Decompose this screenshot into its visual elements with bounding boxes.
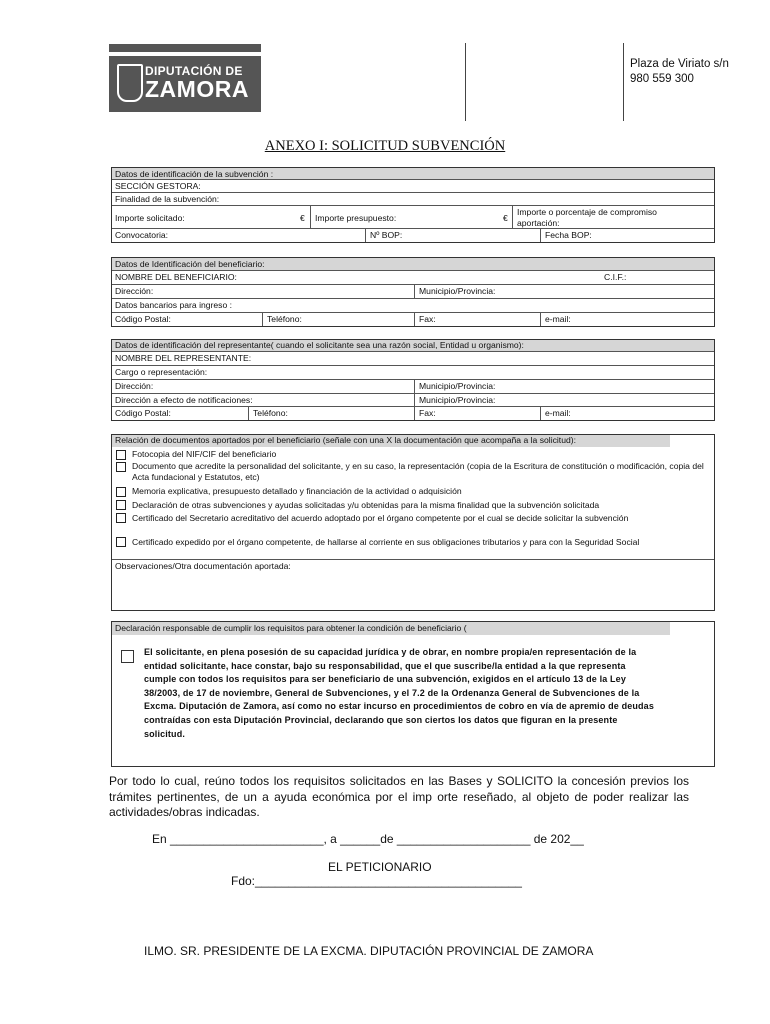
document-item: Certificado expedido por el órgano competente, de hallarse al corriente en sus obligaciones tributarios y para con la Seguridad Social <box>132 537 640 547</box>
nombre-representante-label: NOMBRE DEL REPRESENTANTE: <box>115 353 252 363</box>
document-item: Memoria explicativa, presupuesto detallado y financiación de la actividad o adquisición <box>132 486 462 496</box>
cp-label: Código Postal: <box>115 408 171 418</box>
email-label: e-mail: <box>545 314 571 324</box>
document-item: Documento que acredite la personalidad del solicitante, y en su caso, la representación (copia de la Escritura de constitución o modificación, copia del Acta fundacional y Estatutos, etc) <box>132 461 704 482</box>
address: Plaza de Viriato s/n <box>630 58 729 70</box>
fax-label: Fax: <box>419 314 436 324</box>
checkbox-certificado-obligaciones[interactable] <box>116 537 126 547</box>
representante-header: Datos de identificación del representante( cuando el solicitante sea una razón social, Entidad u organismo): <box>115 340 524 350</box>
importe-solicitado-label: Importe solicitado: <box>115 213 185 223</box>
solicito-paragraph: Por todo lo cual, reúno todos los requisitos solicitados en las Bases y SOLICITO la concesión previos los trámites pertinentes, de un a ayuda económica por el imp orte reseñado, al objeto de poder realizar las actividades/obras indicadas. <box>109 774 689 819</box>
municipio-label: Municipio/Provincia: <box>419 286 496 296</box>
cargo-label: Cargo o representación: <box>115 367 208 377</box>
document-item: Certificado del Secretario acreditativo del acuerdo adoptado por el órgano competente por el cual se decide solicitar la subvención <box>132 513 629 523</box>
logo-line2: ZAMORA <box>145 76 249 102</box>
nombre-beneficiario-label: NOMBRE DEL BENEFICIARIO: <box>115 272 237 282</box>
diputacion-logo <box>109 44 261 112</box>
declaracion-box <box>111 621 715 767</box>
municipio-label: Municipio/Provincia: <box>419 381 496 391</box>
fecha-bop-label: Fecha BOP: <box>545 230 592 240</box>
cif-label: C.I.F.: <box>604 272 627 282</box>
page-title: ANEXO I: SOLICITUD SUBVENCIÓN <box>264 138 506 154</box>
bancarios-label: Datos bancarios para ingreso : <box>115 300 233 310</box>
firma-line: Fdo:________________________________________ <box>231 874 522 888</box>
declaracion-header: Declaración responsable de cumplir los requisitos para obtener la condición de beneficiario ( <box>112 622 670 635</box>
direccion-notificaciones-label: Dirección a efecto de notificaciones: <box>115 395 253 405</box>
direccion-label: Dirección: <box>115 286 154 296</box>
phone: 980 559 300 <box>630 73 694 85</box>
euro-symbol: € <box>300 213 305 223</box>
checkbox-personalidad[interactable] <box>116 462 126 472</box>
representante-table <box>111 339 715 421</box>
header-divider <box>623 43 624 121</box>
importe-porcentaje-label: Importe o porcentaje de compromiso aportación: <box>517 207 657 228</box>
declaracion-text: El solicitante, en plena posesión de su capacidad jurídica y de obrar, en nombre propia/en representación de la entidad solicitante, hace constar, bajo su responsabilidad, que el que suscribe/la entidad a la que representa cumple con todos los requisitos para ser beneficiario de una subvención, exigidos en el artículo 13 de la Ley 38/2003, de 17 de noviembre, General de Subvenciones, y el 7.2 de la Ordenanza General de Subvenciones de la Excma. Diputación de Zamora, así como no estar incurso en procedimientos de cobro en vía de apremio de deudas contraídas con esta Diputación Provincial, declarando que son ciertos los datos que figuran en la presente solicitud. <box>144 647 654 739</box>
subvencion-table <box>111 167 715 243</box>
coat-of-arms-icon <box>117 64 143 102</box>
importe-presupuesto-label: Importe presupuesto: <box>315 213 397 223</box>
subvencion-header: Datos de identificación de la subvención : <box>115 169 274 179</box>
observaciones-label: Observaciones/Otra documentación aportada: <box>115 561 291 571</box>
convocatoria-label: Convocatoria: <box>115 230 169 240</box>
addressee: ILMO. SR. PRESIDENTE DE LA EXCMA. DIPUTACIÓN PROVINCIAL DE ZAMORA <box>144 944 594 958</box>
euro-symbol: € <box>503 213 508 223</box>
beneficiario-header: Datos de Identificación del beneficiario: <box>115 259 265 269</box>
beneficiario-table <box>111 257 715 327</box>
document-item: Fotocopia del NIF/CIF del beneficiario <box>132 449 277 459</box>
direccion-label: Dirección: <box>115 381 154 391</box>
peticionario-label: EL PETICIONARIO <box>328 860 432 874</box>
finalidad-label: Finalidad de la subvención: <box>115 194 220 204</box>
checkbox-nif[interactable] <box>116 450 126 460</box>
date-line: En _______________________, a ______de ____________________ de 202__ <box>152 832 584 846</box>
document-item: Declaración de otras subvenciones y ayudas solicitadas y/u obtenidas para la misma finalidad que la subvención solicitada <box>132 500 600 510</box>
cp-label: Código Postal: <box>115 314 171 324</box>
checkbox-certificado-secretario[interactable] <box>116 513 126 523</box>
telefono-label: Teléfono: <box>253 408 288 418</box>
seccion-label: SECCIÓN GESTORA: <box>115 181 201 191</box>
logo-line1: DIPUTACIÓN DE <box>145 64 243 78</box>
documentos-header: Relación de documentos aportados por el beneficiario (señale con una X la documentación que acompaña a la solicitud): <box>115 435 577 445</box>
municipio-label: Municipio/Provincia: <box>419 395 496 405</box>
email-label: e-mail: <box>545 408 571 418</box>
bop-label: Nº BOP: <box>370 230 403 240</box>
header-divider <box>465 43 466 121</box>
declaracion-checkbox[interactable] <box>121 650 134 663</box>
documentos-table <box>111 434 715 611</box>
telefono-label: Teléfono: <box>267 314 302 324</box>
checkbox-otras-subvenciones[interactable] <box>116 500 126 510</box>
fax-label: Fax: <box>419 408 436 418</box>
contact-info <box>630 57 729 87</box>
checkbox-memoria[interactable] <box>116 487 126 497</box>
